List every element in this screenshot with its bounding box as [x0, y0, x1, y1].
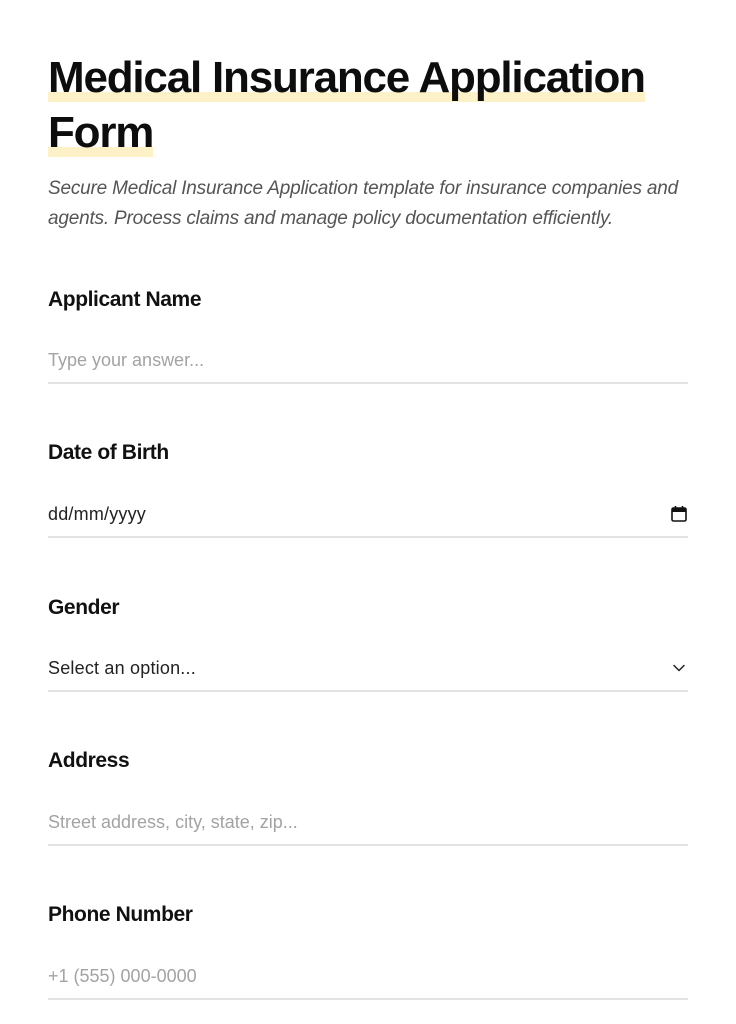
phone-number-field: [48, 901, 688, 1000]
address-input[interactable]: [48, 812, 688, 833]
applicant-name-field: [48, 286, 688, 384]
applicant-name-input-row: [48, 338, 688, 384]
date-of-birth-label: Date of Birth: [48, 441, 169, 464]
phone-number-input[interactable]: [48, 966, 688, 987]
date-of-birth-value: dd/mm/yyyy: [48, 503, 147, 524]
gender-select[interactable]: [48, 646, 688, 692]
page-title-text: Medical Insurance Application Form: [48, 53, 645, 157]
date-of-birth-field: [48, 439, 688, 538]
date-of-birth-input[interactable]: [48, 492, 688, 538]
phone-number-label: Phone Number: [48, 903, 193, 926]
form-description: Secure Medical Insurance Application template for insurance companies and agents. Process claims and manage policy documentation efficiently.: [48, 178, 678, 229]
gender-field: [48, 594, 688, 692]
applicant-name-input[interactable]: [48, 350, 688, 371]
calendar-icon[interactable]: [670, 505, 688, 523]
chevron-down-icon: [672, 661, 686, 675]
address-input-row: [48, 800, 688, 846]
gender-selected-value: Select an option...: [48, 657, 196, 678]
applicant-name-label: Applicant Name: [48, 288, 202, 311]
page-title: [48, 0, 688, 160]
address-label: Address: [48, 749, 130, 772]
gender-label: Gender: [48, 596, 120, 619]
phone-number-input-row: [48, 954, 688, 1000]
address-field: [48, 747, 688, 846]
